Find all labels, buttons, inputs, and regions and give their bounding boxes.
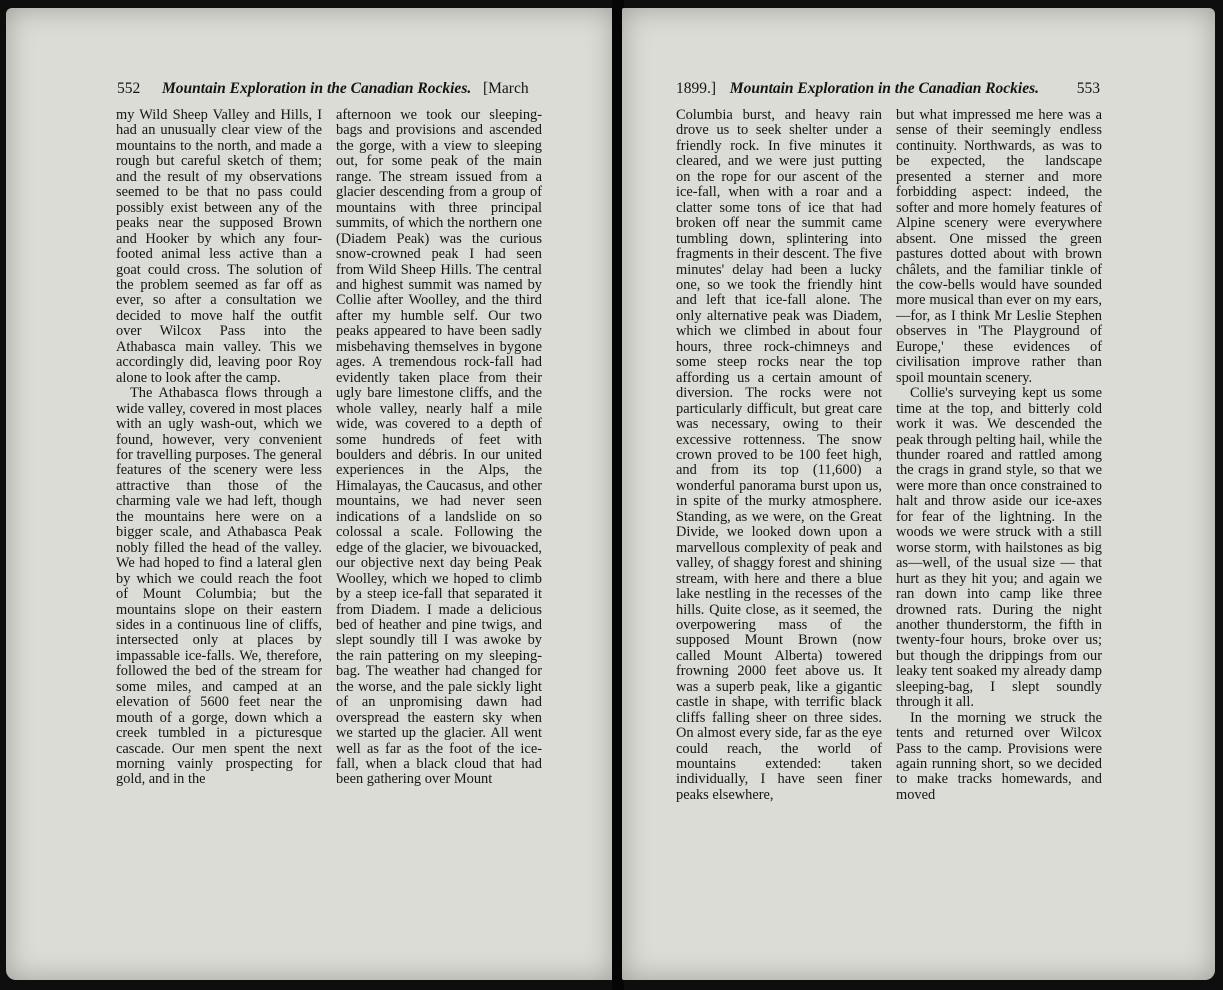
right-page: [622, 8, 1215, 980]
right-page-number: 553: [1076, 80, 1101, 97]
left-running-title: Mountain Exploration in the Canadian Rockies.: [162, 80, 472, 97]
right-date-tag: 1899.]: [676, 80, 717, 97]
right-running-header: [676, 80, 1100, 100]
left-date-tag: [March: [482, 80, 529, 97]
paragraph: afternoon we took our sleeping-bags and provisions and ascended the gorge, with a view to sleeping out, for some peak of the main range. The stream issued from a glacier descending from a group of mountains with three principal summits, of which the northern one (Diadem Peak) was the curious snow-crowned peak I had seen from Wild Sheep Hills. The central and highest summit was named by Collie after Woolley, and the third after my humble self. Our two peaks appeared to have been sadly misbehaving themselves in bygone ages. A tremendous rock-fall had evidently taken place from their ugly bare limestone cliffs, and the whole valley, nearly half a mile wide, was covered to a depth of some hundreds of feet with boulders and débris. In our united experiences in the Alps, the Himalayas, the Caucasus, and other mountains, we had never seen indications of a landslide on so colossal a scale. Following the edge of the glacier, we bivouacked, our objective next day being Peak Woolley, which we hoped to climb by a steep ice-fall that separated it from Diadem. I made a delicious bed of heather and pine twigs, and slept soundly till I was awoke by the rain pattering on my sleeping-bag. The weather had changed for the worse, and the pale sickly light of an unpromising dawn had overspread the eastern sky when we started up the glacier. All went well as far as the foot of the ice-fall, when a black cloud that had been gathering over Mount: [336, 107, 542, 788]
right-column-1: [676, 108, 882, 803]
left-column-2: [336, 108, 542, 788]
left-page-number: 552: [117, 80, 141, 97]
left-running-header: [117, 80, 529, 100]
paragraph: Collie's surveying kept us some time at the top, and bitterly cold work it was. We descended the peak through pelting hail, while the thunder roared and rattled among the crags in grand style, so that we were more than once constrained to halt and throw aside our ice-axes for fear of the lightning. In the woods we were struck with a still worse storm, with hailstones as big as—well, of the usual size — that hurt as they hit you; and again we ran down into camp like three drowned rats. During the night another thunderstorm, the fifth in twenty-four hours, broke over us; but though the drippings from our leaky tent soaked my already damp sleeping-bag, I slept soundly through it all.: [896, 385, 1102, 711]
left-page: [6, 8, 614, 980]
paragraph: but what impressed me here was a sense of their seemingly endless continuity. Northwards, as was to be expected, the landscape presented a sterner and more forbidding aspect: indeed, the softer and more homely features of Alpine scenery were everywhere absent. One missed the green pastures dotted about with brown châlets, and the familiar tinkle of the cow-bells would have sounded more musical than ever on my ears,—for, as I think Mr Leslie Stephen observes in 'The Playground of Europe,' these evidences of civilisation improve rather than spoil mountain scenery.: [896, 107, 1102, 386]
right-column-2: [896, 108, 1102, 803]
paragraph: Columbia burst, and heavy rain drove us to seek shelter under a friendly rock. In five minutes it cleared, and we were just putting on the rope for our ascent of the ice-fall, when with a roar and a clatter some tons of ice that had broken off near the summit came tumbling down, splintering into fragments in their descent. The five minutes' delay had been a lucky one, so we took the friendly hint and left that ice-fall alone. The only alternative peak was Diadem, which we climbed in about four hours, three rock-chimneys and some steep rocks near the top affording us a certain amount of diversion. The rocks were not particularly difficult, but great care was necessary, owing to their excessive rottenness. The snow crown proved to be 100 feet high, and from its top (11,600) a wonderful panorama burst upon us, in spite of the murky atmosphere. Standing, as we were, on the Great Divide, we looked down upon a marvellous complexity of peak and valley, of shaggy forest and shining stream, with here and there a blue lake nestling in the recesses of the hills. Quite close, as it seemed, the overpowering mass of the supposed Mount Brown (now called Mount Alberta) towered frowning 2000 feet above us. It was a superb peak, like a gigantic castle in shape, with terrific black cliffs falling sheer on three sides. On almost every side, far as the eye could reach, the world of mountains extended: taken individually, I have seen finer peaks elsewhere,: [676, 107, 882, 803]
left-column-1: [116, 108, 322, 788]
paragraph: The Athabasca flows through a wide valley, covered in most places with an ugly wash-out, which we found, however, very convenient for travelling purposes. The general features of the scenery were less attractive than those of the charming vale we had left, though the mountains here were on a bigger scale, and Athabasca Peak nobly filled the head of the valley. We had hoped to find a lateral glen by which we could reach the foot of Mount Columbia; but the mountains slope on their eastern sides in a continuous line of cliffs, intersected only at places by impassable ice-falls. We, therefore, followed the bed of the stream for some miles, and camped at an elevation of 5600 feet near the mouth of a gorge, down which a creek tumbled in a picturesque cascade. Our men spent the next morning vainly prospecting for gold, and in the: [116, 385, 322, 788]
right-running-title: Mountain Exploration in the Canadian Rockies.: [729, 80, 1040, 97]
paragraph: In the morning we struck the tents and returned over Wilcox Pass to the camp. Provisions were again running short, so we decided to make tracks homewards, and moved: [896, 709, 1102, 803]
paragraph: my Wild Sheep Valley and Hills, I had an unusually clear view of the mountains to the north, and made a rough but careful sketch of them; and the result of my observations seemed to be that no pass could possibly exist between any of the peaks near the supposed Brown and Hooker by which any four-footed animal less active than a goat could cross. The solution of the problem seemed as far off as ever, so after a consultation we decided to move half the outfit over Wilcox Pass into the Athabasca main valley. This we accordingly did, leaving poor Roy alone to look after the camp.: [116, 107, 322, 386]
